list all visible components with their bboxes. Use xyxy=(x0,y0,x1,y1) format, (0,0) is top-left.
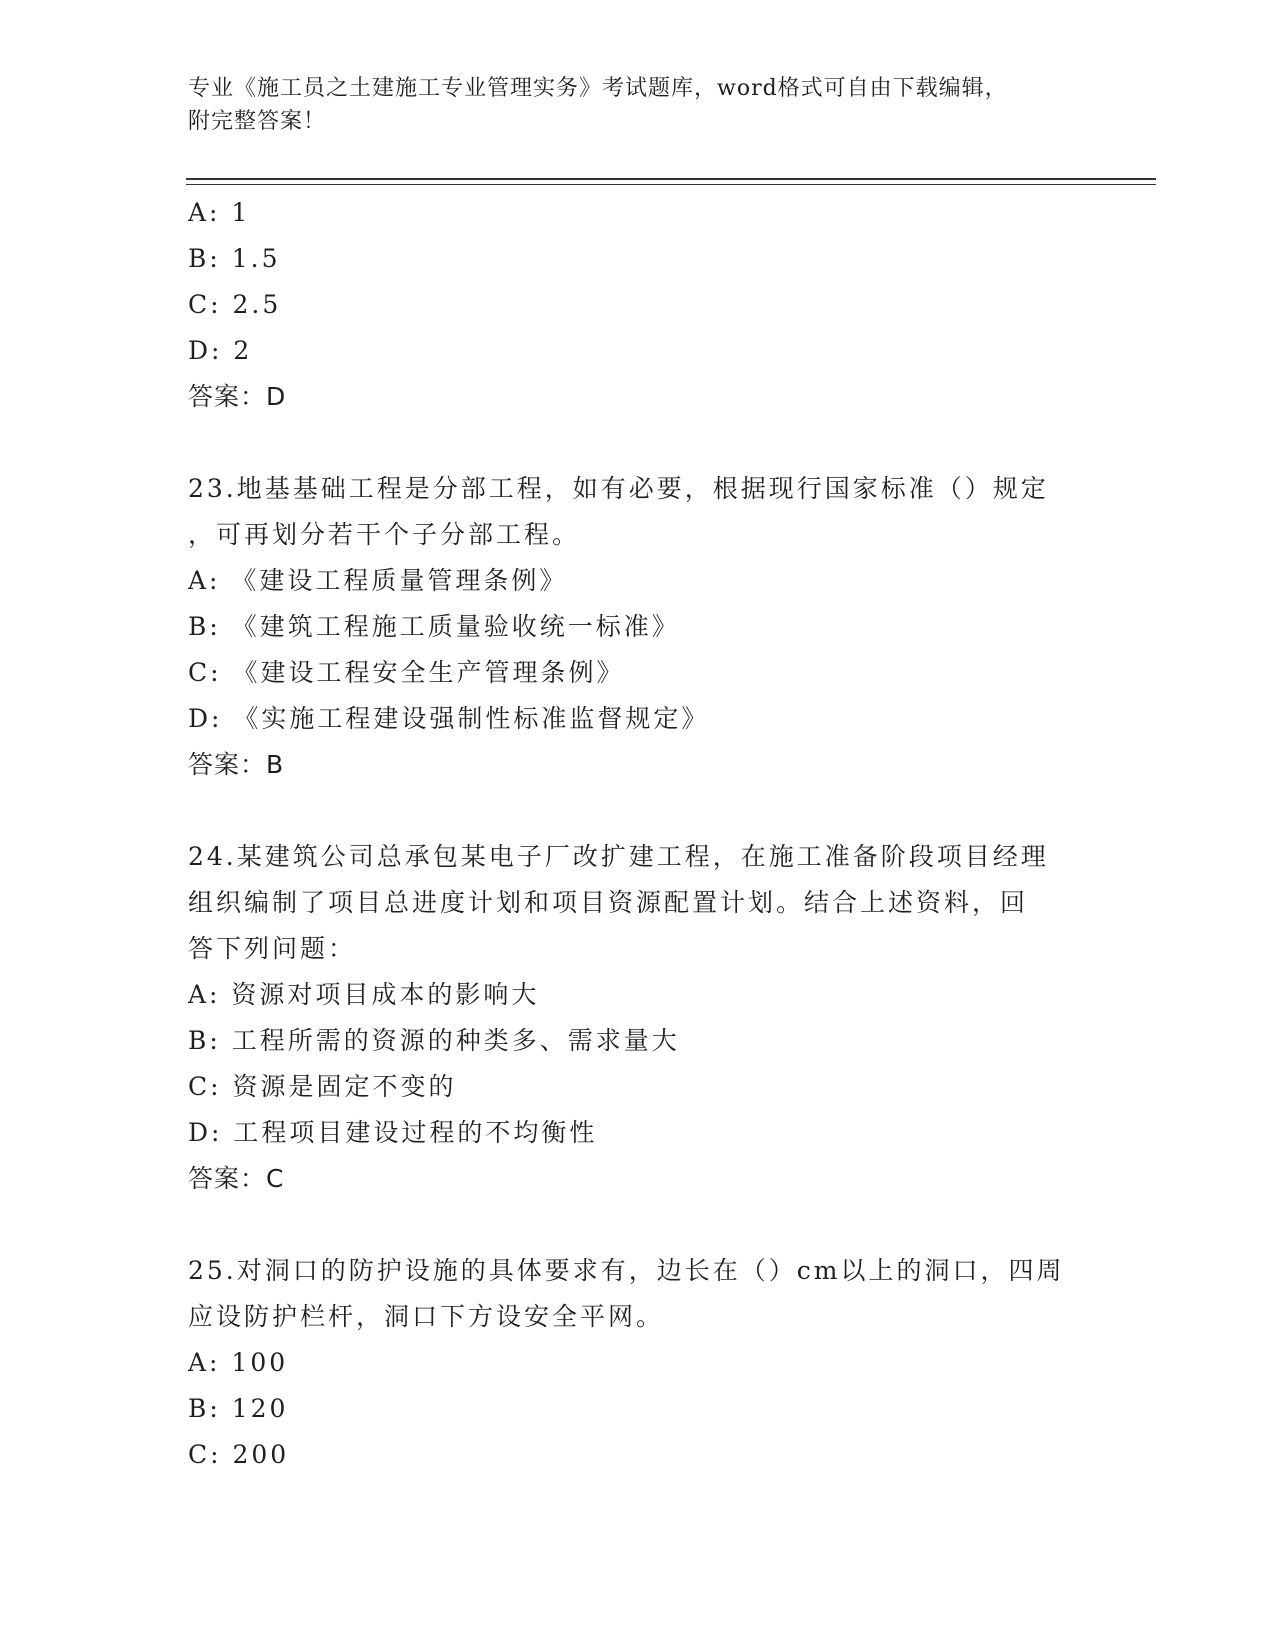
option-d: D: 《实施工程建设强制性标准监督规定》 xyxy=(188,704,710,733)
answer-line: 答案：D xyxy=(188,382,287,411)
option-b: B: 120 xyxy=(188,1394,289,1423)
question-23 xyxy=(188,466,1088,788)
header-divider xyxy=(186,178,1156,185)
option-c: C: 资源是固定不变的 xyxy=(188,1072,457,1101)
header-line-2: 附完整答案！ xyxy=(188,109,327,134)
option-d: D: 工程项目建设过程的不均衡性 xyxy=(188,1118,598,1147)
question-text: ，可再划分若干个子分部工程。 xyxy=(188,520,581,549)
question-text: 应设防护栏杆，洞口下方设安全平网。 xyxy=(188,1302,665,1331)
option-c: C: 《建设工程安全生产管理条例》 xyxy=(188,658,625,687)
option-a: A: 100 xyxy=(188,1348,289,1377)
option-c: C: 200 xyxy=(188,1440,290,1469)
question-25 xyxy=(188,1248,1088,1478)
question-text: 24.某建筑公司总承包某电子厂改扩建工程，在施工准备阶段项目经理 xyxy=(188,842,1049,871)
option-b: B: 《建筑工程施工质量验收统一标准》 xyxy=(188,612,680,641)
question-list xyxy=(188,190,1088,1478)
answer-line: 答案：C xyxy=(188,1164,285,1193)
option-d: D: 2 xyxy=(188,336,253,365)
option-c: C: 2.5 xyxy=(188,290,282,319)
option-b: B: 工程所需的资源的种类多、需求量大 xyxy=(188,1026,680,1055)
header-line-1: 专业《施工员之土建施工专业管理实务》考试题库，word格式可自由下载编辑， xyxy=(188,76,1008,101)
question-24 xyxy=(188,834,1088,1202)
option-b: B: 1.5 xyxy=(188,244,281,273)
question-text: 答下列问题： xyxy=(188,934,357,963)
option-a: A: 《建设工程质量管理条例》 xyxy=(188,566,568,595)
question-text: 23.地基基础工程是分部工程，如有必要，根据现行国家标准（）规定 xyxy=(188,474,1049,503)
page-header xyxy=(188,72,1088,138)
question-text: 组织编制了项目总进度计划和项目资源配置计划。结合上述资料，回 xyxy=(188,888,1029,917)
question-text: 25.对洞口的防护设施的具体要求有，边长在（）cm以上的洞口，四周 xyxy=(188,1256,1065,1285)
answer-line: 答案：B xyxy=(188,750,285,779)
option-a: A: 1 xyxy=(188,198,251,227)
partial-question xyxy=(188,190,1088,420)
option-a: A: 资源对项目成本的影响大 xyxy=(188,980,540,1009)
